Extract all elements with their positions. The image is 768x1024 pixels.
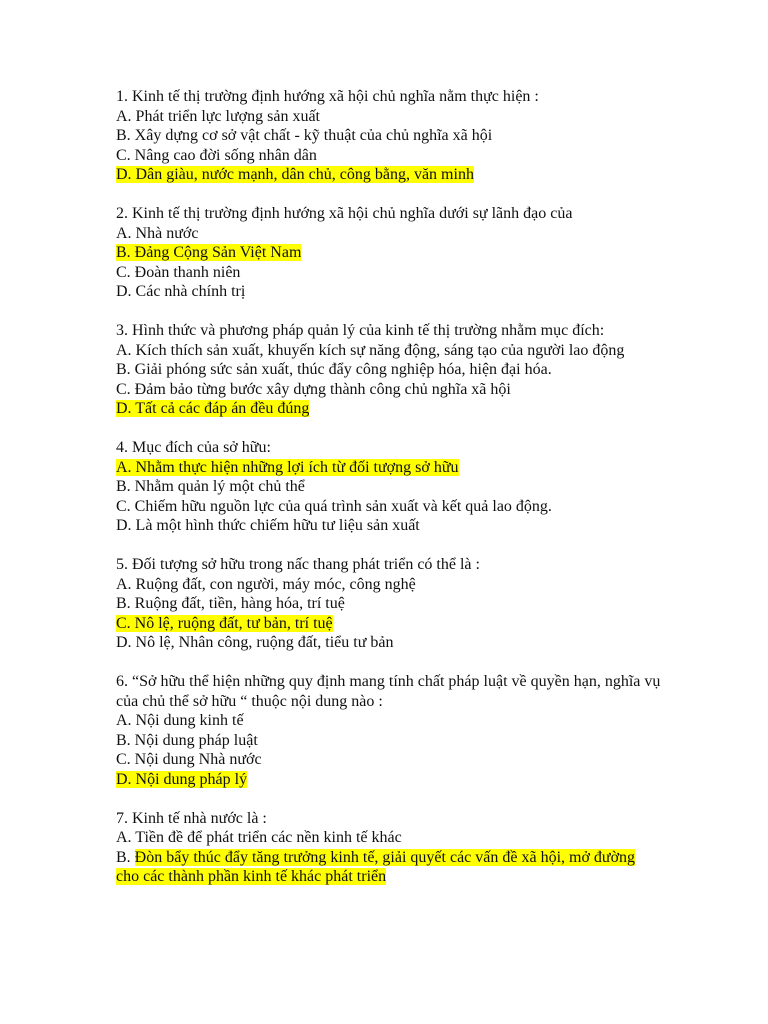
option-a: A. Nội dung kinh tế xyxy=(116,712,244,729)
option-b-highlighted-answer: Đòn bẩy thúc đẩy tăng trưởng kinh tế, giải quyết các vấn đề xã hội, mở đường cho các thành phần kinh tế khác phát triển xyxy=(116,848,636,885)
option-b-prefix: B. xyxy=(116,848,135,866)
question-stem: 6. “Sở hữu thể hiện những quy định mang tính chất pháp luật về quyền hạn, nghĩa vụ của chủ thể sở hữu “ thuộc nội dung nào : xyxy=(116,673,661,710)
option-a: A. Phát triển lực lượng sản xuất xyxy=(116,107,320,125)
option-c: C. Đảm bảo từng bước xây dựng thành công chủ nghĩa xã hội xyxy=(116,380,511,398)
option-d: D. Các nhà chính trị xyxy=(116,283,246,300)
option-d: D. Là một hình thức chiếm hữu tư liệu sản xuất xyxy=(116,517,420,534)
option-a: A. Ruộng đất, con người, máy móc, công nghệ xyxy=(116,575,416,593)
option-d-highlighted-answer: D. Nội dung pháp lý xyxy=(116,770,248,788)
option-b-line xyxy=(116,848,661,887)
option-b: B. Nội dung pháp luật xyxy=(116,731,258,749)
option-a: A. Nhà nước xyxy=(116,224,199,242)
option-d-highlighted-answer: D. Dân giàu, nước mạnh, dân chủ, công bằng, văn minh xyxy=(116,166,474,183)
option-b: B. Nhằm quản lý một chủ thể xyxy=(116,478,305,495)
question-5 xyxy=(116,555,661,653)
option-c-highlighted-answer: C. Nô lệ, ruộng đất, tư bản, trí tuệ xyxy=(116,614,333,632)
question-stem: 2. Kinh tế thị trường định hướng xã hội chủ nghĩa dưới sự lãnh đạo của xyxy=(116,205,573,222)
question-3 xyxy=(116,321,661,419)
option-c: C. Chiếm hữu nguồn lực của quá trình sản xuất và kết quả lao động. xyxy=(116,497,552,515)
option-c: C. Nâng cao đời sống nhân dân xyxy=(116,146,317,164)
question-4 xyxy=(116,438,661,536)
option-c: C. Nội dung Nhà nước xyxy=(116,751,262,768)
question-6 xyxy=(116,672,661,789)
quiz-content xyxy=(116,87,661,906)
option-a-highlighted-answer: A. Nhằm thực hiện những lợi ích từ đối tượng sở hữu xyxy=(116,458,459,476)
option-a: A. Kích thích sản xuất, khuyến kích sự năng động, sáng tạo của người lao động xyxy=(116,341,625,359)
question-stem: 1. Kinh tế thị trường định hướng xã hội chủ nghĩa nằm thực hiện : xyxy=(116,88,539,105)
option-b: B. Xây dựng cơ sở vật chất - kỹ thuật của chủ nghĩa xã hội xyxy=(116,127,493,144)
option-a: A. Tiền đề để phát triển các nền kinh tế khác xyxy=(116,829,402,846)
question-stem: 5. Đối tượng sở hữu trong nấc thang phát triển có thể là : xyxy=(116,556,480,573)
question-stem: 3. Hình thức và phương pháp quản lý của kinh tế thị trường nhằm mục đích: xyxy=(116,322,605,339)
question-1 xyxy=(116,87,661,185)
option-d: D. Nô lệ, Nhân công, ruộng đất, tiểu tư bản xyxy=(116,634,394,651)
option-b-highlighted-answer: B. Đảng Cộng Sản Việt Nam xyxy=(116,244,302,261)
option-d-highlighted-answer: D. Tất cả các đáp án đều đúng xyxy=(116,400,310,417)
question-stem: 4. Mục đích của sở hữu: xyxy=(116,439,271,456)
option-c: C. Đoàn thanh niên xyxy=(116,263,241,281)
option-b: B. Giải phóng sức sản xuất, thúc đẩy công nghiệp hóa, hiện đại hóa. xyxy=(116,361,552,378)
question-7 xyxy=(116,809,661,887)
question-stem: 7. Kinh tế nhà nước là : xyxy=(116,809,267,827)
option-b: B. Ruộng đất, tiền, hàng hóa, trí tuệ xyxy=(116,595,345,612)
question-2 xyxy=(116,204,661,302)
